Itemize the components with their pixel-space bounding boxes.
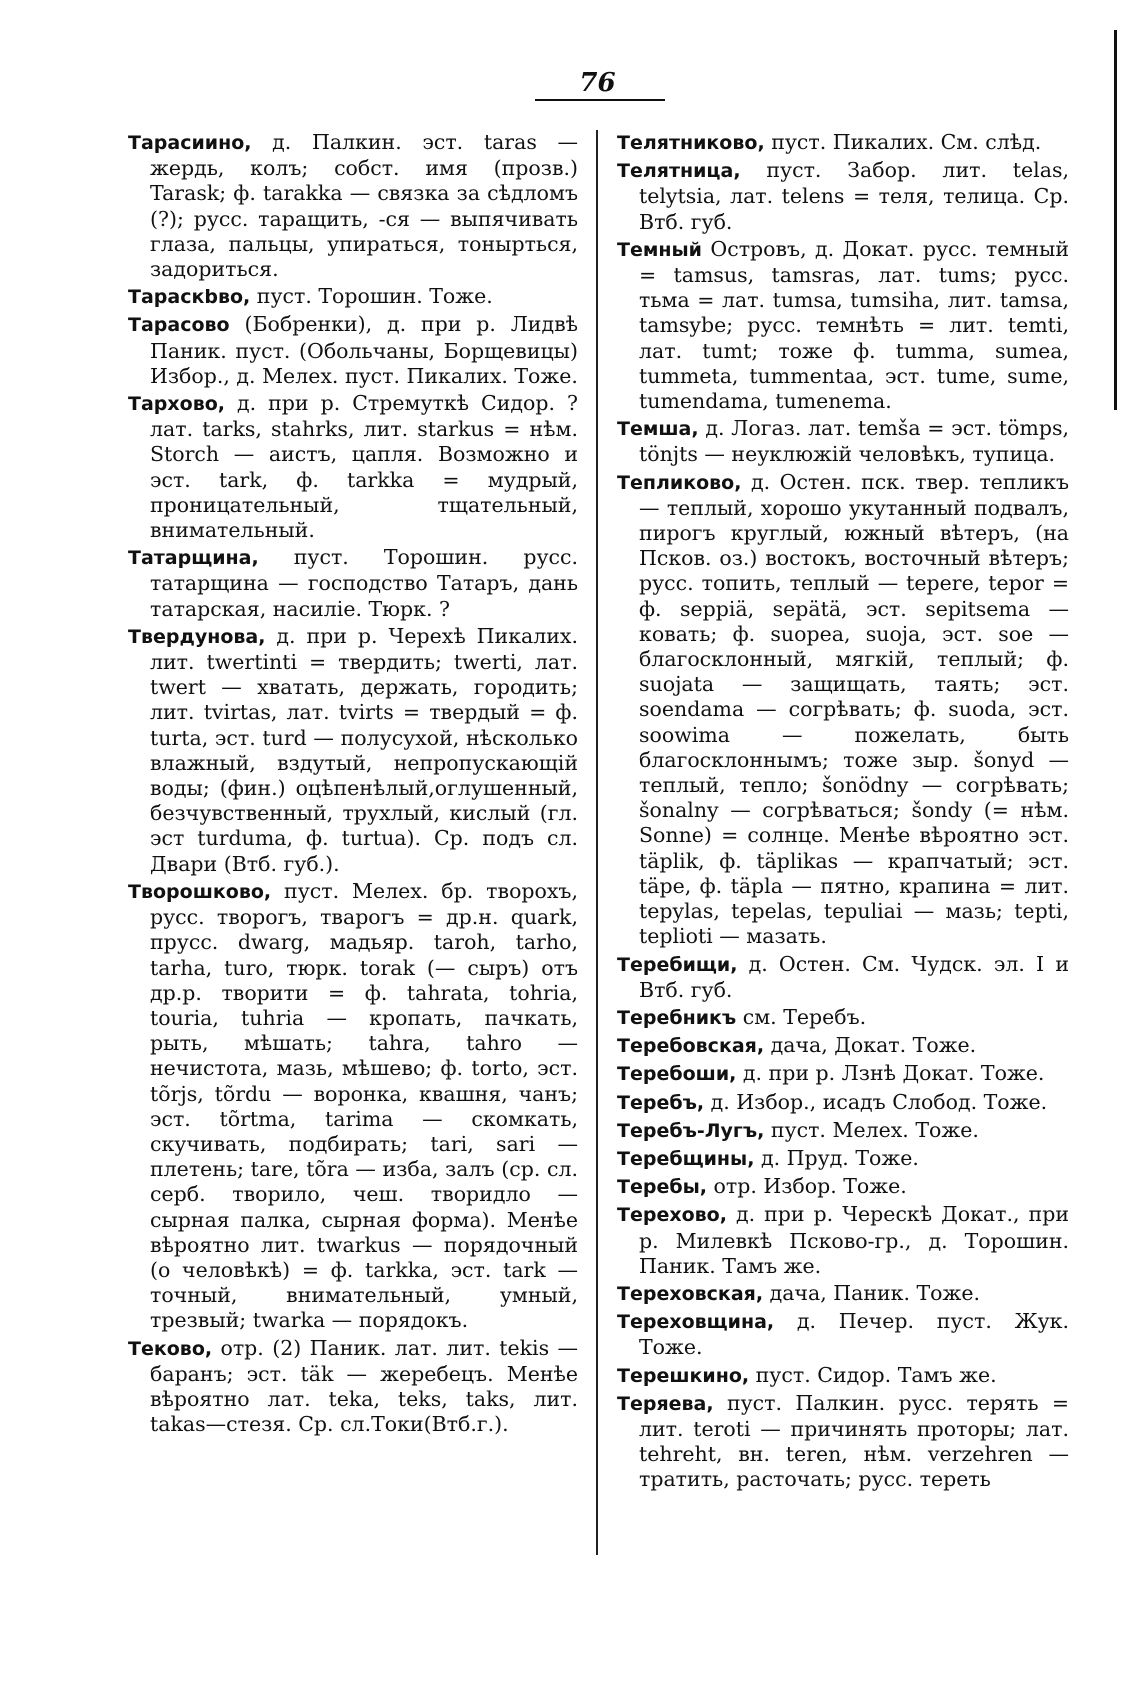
page-number: 76 bbox=[579, 68, 616, 98]
left-column bbox=[128, 130, 578, 1439]
dictionary-entry bbox=[128, 624, 578, 877]
dictionary-entry bbox=[617, 470, 1069, 950]
header-rule bbox=[535, 99, 665, 101]
entry-text: д. при р. Черехѣ Пикалих. лит. twertinti = твердить; twerti, лат. twert — хватать, держать, городить; лит. tvirtas, лат. tvirts = твердый = ф. turta, эст. turd — полусухой, нѣсколько влажный, вздутый, непропускающій воды; (фин.) оцѣпенѣлый,оглушенный, безчувственный, трухлый, кислый (гл. эст turduma, ф. turtua). Ср. подъ сл. Двари (Втб. губ.). bbox=[150, 623, 578, 876]
entry-headword: Теребъ, bbox=[617, 1091, 705, 1114]
entry-text: д. Пруд. Тоже. bbox=[754, 1145, 919, 1170]
entry-headword: Теребы, bbox=[617, 1176, 707, 1199]
entry-headword: Теребщины, bbox=[617, 1147, 755, 1170]
dictionary-entry bbox=[617, 1363, 1069, 1389]
entry-text: см. Теребъ. bbox=[736, 1004, 867, 1029]
entry-headword: Твердунова, bbox=[128, 625, 266, 648]
dictionary-entry bbox=[617, 1146, 1069, 1172]
entry-text: отр. Избор. Тоже. bbox=[707, 1174, 907, 1199]
entry-headword: Теребъ-Лугъ, bbox=[617, 1119, 765, 1142]
dictionary-entry bbox=[617, 1309, 1069, 1360]
entry-headword: Тереховщина, bbox=[617, 1311, 775, 1334]
entry-text: пуст. Пикалих. См. слѣд. bbox=[764, 130, 1042, 154]
entry-headword: Теряева, bbox=[617, 1392, 714, 1415]
dictionary-entry bbox=[617, 1118, 1069, 1144]
entry-text: д. при р. Стремуткѣ Сидор. ? лат. tarks, stahrks, лит. starkus = нѣм. Storch — аистъ, цапля. Возможно и эст. tark, ф. tarkka = мудрый, проницательный, тщательный, внимательный. bbox=[150, 391, 578, 543]
entry-text: д. Избор., исадъ Слобод. Тоже. bbox=[704, 1089, 1048, 1114]
dictionary-entry bbox=[617, 1281, 1069, 1307]
entry-headword: Тереховская, bbox=[617, 1282, 764, 1305]
entry-text: отр. (2) Паник. лат. лит. tekis — баранъ; эст. täk — жеребецъ. Менѣе вѣроятно лат. teka, teks, taks, лит. takas—стезя. Ср. сл.Токи(Втб.г.). bbox=[150, 1335, 578, 1437]
entry-headword: Тепликово, bbox=[617, 471, 742, 494]
dictionary-entry bbox=[617, 1202, 1069, 1279]
entry-headword: Творошково, bbox=[128, 880, 272, 903]
dictionary-entry bbox=[617, 1174, 1069, 1200]
dictionary-entry bbox=[128, 879, 578, 1334]
entry-text: пуст. Мелех. бр. творохъ, русс. творогъ, тварогъ = др.н. quark, пpусс. dwarg, мадьяр. taroh, tarho, tarha, turo, тюрк. torak (— сыръ) отъ др.р. творити = ф. tahrata, tohria, touria, tuhria — кропать, пачкать, рыть, мѣшать; tahra, tahro — нечистота, мазь, мѣшево; ф. torto, эст. tõrjs, tõrdu — воронка, квашня, чанъ; эст. tõrtma, tarima — скомкать, скучивать, подбирать; tari, sari — плетень; tare, tõra — изба, залъ (ср. сл. серб. творило, чеш. творидло — сырная палка, сырная форма). Менѣе вѣроятно лит. twarkus — порядочный (о человѣкѣ) = ф. tarkka, эст. tark — точный, внимательный, умный, трезвый; twarka — порядокъ. bbox=[150, 878, 578, 1333]
entry-headword: Телятница, bbox=[617, 160, 741, 183]
entry-text: д. при р. Лзнѣ Докат. Тоже. bbox=[736, 1061, 1045, 1086]
dictionary-entry bbox=[617, 1391, 1069, 1493]
dictionary-entry bbox=[128, 1336, 578, 1438]
dictionary-entry bbox=[617, 952, 1069, 1003]
right-column bbox=[617, 130, 1069, 1495]
entry-text: д. Остен. См. Чудск. эл. I и Втб. губ. bbox=[639, 951, 1069, 1002]
entry-text: пуст. Забор. лит. telas, telytsia, лат. telens = теля, телица. Ср. Втб. губ. bbox=[639, 158, 1069, 234]
entry-headword: Теребоши, bbox=[617, 1063, 737, 1086]
column-divider bbox=[596, 130, 598, 1555]
entry-text: пуст. Палкин. русс. терять = лит. teroti — причинять проторы; лат. tehreht, вн. teren, нѣм. verzehren — тратить, расточать; русс. тереть bbox=[639, 1390, 1069, 1492]
entry-headword: Тархово, bbox=[128, 393, 225, 416]
dictionary-entry bbox=[617, 237, 1069, 414]
dictionary-entry bbox=[617, 416, 1069, 467]
entry-text: д. Палкин. эст. taras — жердь, колъ; собст. имя (прозв.) Tarask; ф. tarakka — связка за сѣдломъ (?); русс. таращить, -ся — выпячивать глаза, пальцы, упиратьcя, тонырться, задориться. bbox=[150, 130, 578, 282]
entry-headword: Теково, bbox=[128, 1337, 213, 1360]
entry-headword: Теребникъ bbox=[617, 1006, 737, 1029]
entry-text: пуст. Торошин. Тоже. bbox=[250, 284, 493, 309]
entry-text: дача, Паник. Тоже. bbox=[763, 1280, 981, 1305]
entry-headword: Темный bbox=[617, 238, 702, 261]
entry-headword: Терехово, bbox=[617, 1204, 727, 1227]
dictionary-entry bbox=[128, 284, 578, 310]
dictionary-entry bbox=[128, 130, 578, 282]
dictionary-entry bbox=[617, 130, 1069, 156]
entry-text: Островъ, д. Докат. русс. темный = tamsus, tamsras, лат. tums; русс. тьма = лат. tumsa, tumsiha, лит. tamsa, tamsybe; русс. темнѣть = лит. temti, лат. tumt; тоже ф. tumma, sumea, tummeta, tummentaa, эст. tume, sume, tumendama, tumenema. bbox=[639, 236, 1069, 414]
dictionary-entry bbox=[128, 391, 578, 543]
dictionary-entry bbox=[617, 1005, 1069, 1031]
entry-headword: Телятниково, bbox=[617, 132, 765, 154]
entry-text: пуст. Торошин. русс. татарщина — господство Татаръ, дань татарская, насиліе. Тюрк. ? bbox=[150, 545, 578, 621]
entry-text: пуст. Сидор. Тамъ же. bbox=[749, 1362, 997, 1387]
entry-headword: Тарасово bbox=[128, 314, 230, 337]
entry-headword: Тараскbво, bbox=[128, 286, 251, 309]
entry-text: (Бобренки), д. при р. Лидвѣ Паник. пуст. (Обольчаны, Борщевицы) Избор., д. Мелех. пуст. Пикалих. Тоже. bbox=[150, 312, 578, 388]
dictionary-entry bbox=[617, 158, 1069, 235]
entry-headword: Терешкино, bbox=[617, 1364, 750, 1387]
dictionary-entry bbox=[617, 1061, 1069, 1087]
entry-text: д. при р. Черескѣ Докат., при р. Милевкѣ Псково-гр., д. Торошин. Паник. Тамъ же. bbox=[639, 1202, 1069, 1278]
entry-headword: Теребищи, bbox=[617, 953, 738, 976]
entry-headword: Темша, bbox=[617, 418, 699, 441]
dictionary-entry bbox=[128, 312, 578, 389]
entry-text: дача, Докат. Тоже. bbox=[764, 1033, 977, 1058]
entry-headword: Теребовская, bbox=[617, 1035, 765, 1058]
entry-text: д. Остен. пск. твер. тепликъ — теплый, хорошо укутанный подвалъ, пирогъ круглый, южный вѣтеръ, (на Псков. оз.) востокъ, восточный вѣтеръ; русс. топить, теплый — tepere, tepor = ф. seppiä, sepätä, эст. sepitsema — ковать; ф. suopea, suoja, эст. soe — благосклонный, мягкій, теплый; ф. suojata — защищать, таять; эст. soendama — согрѣвать; ф. suoda, эст. soowima — пожелать, быть благосклоннымъ; тоже зыр. šonyd — теплый, тепло; šonödny — согрѣвать; šonalny — согрѣваться; šondy (= нѣм. Sonne) = солнце. Менѣе вѣроятно эст. täplik, ф. täplikas — крапчатый; эст. täpe, ф. täpla — пятно, крапина = лит. tepylas, tepelas, tepuliai — мазь; tepti, teplioti — мазать. bbox=[639, 469, 1069, 949]
dictionary-entry bbox=[617, 1033, 1069, 1059]
entry-text: пуст. Мелех. Тоже. bbox=[764, 1117, 979, 1142]
entry-headword: Татарщина, bbox=[128, 547, 259, 570]
entry-headword: Тарасиино, bbox=[128, 132, 252, 154]
entry-text: д. Логаз. лат. temša = эст. tömps, tönjts — неуклюжій человѣкъ, тупица. bbox=[639, 416, 1069, 467]
entry-text: д. Печер. пуст. Жук. Тоже. bbox=[639, 1309, 1069, 1360]
dictionary-entry bbox=[617, 1090, 1069, 1116]
dictionary-entry bbox=[128, 545, 578, 622]
